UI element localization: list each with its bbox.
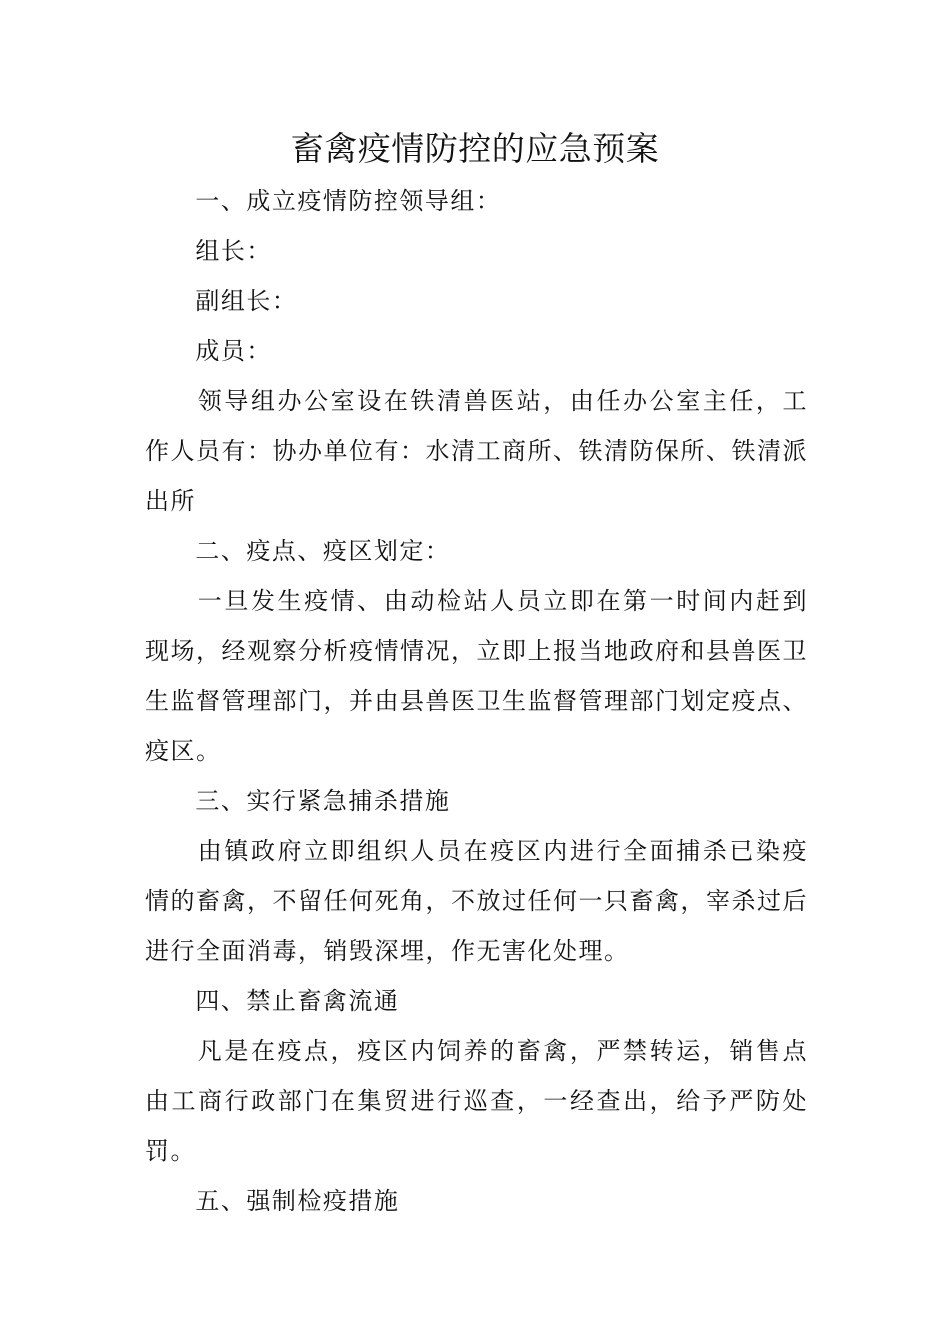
- document-title: 畜禽疫情防控的应急预案: [290, 129, 660, 168]
- document-body: [145, 176, 808, 1226]
- section-5-heading: 五、强制检疫措施: [195, 1187, 400, 1215]
- section-3-paragraph: 由镇政府立即组织人员在疫区内进行全面捕杀已染疫情的畜禽，不留任何死角，不放过任何一只畜禽，宰杀过后进行全面消毒，销毁深埋，作无害化处理。: [145, 837, 808, 965]
- section-4-heading: 四、禁止畜禽流通: [195, 987, 400, 1015]
- section-2-paragraph: 一旦发生疫情、由动检站人员立即在第一时间内赶到现场，经观察分析疫情情况，立即上报当地政府和县兽医卫生监督管理部门，并由县兽医卫生监督管理部门划定疫点、疫区。: [145, 587, 808, 765]
- office-paragraph: 领导组办公室设在铁清兽医站，由任办公室主任，工作人员有：协办单位有：水清工商所、铁清防保所、铁清派出所: [145, 387, 808, 515]
- section-2-heading: 二、疫点、疫区划定：: [195, 537, 451, 565]
- deputy-leader-line: 副组长：: [195, 287, 298, 315]
- members-line: 成员：: [195, 337, 272, 365]
- section-1-heading: 一、成立疫情防控领导组：: [195, 187, 502, 215]
- leader-line: 组长：: [195, 237, 272, 265]
- section-3-heading: 三、实行紧急捕杀措施: [195, 787, 451, 815]
- section-4-paragraph: 凡是在疫点，疫区内饲养的畜禽，严禁转运，销售点由工商行政部门在集贸进行巡查，一经查出，给予严防处罚。: [145, 1037, 808, 1165]
